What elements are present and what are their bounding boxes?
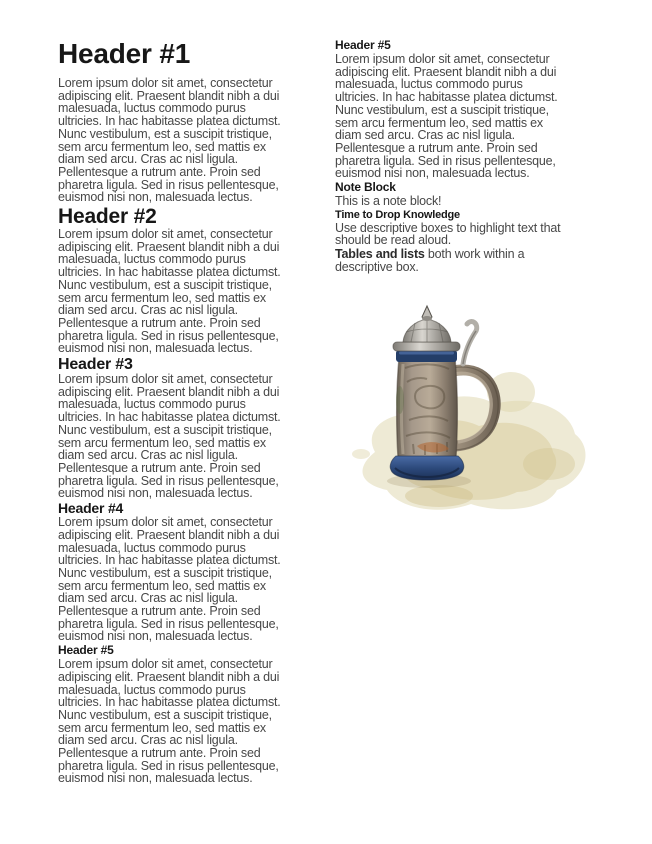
- stein-thumb-lever-shape: [463, 321, 477, 363]
- right-column: [335, 38, 597, 516]
- left-column: [58, 38, 316, 786]
- tables-lists-text: Tables and lists both work within a descriptive box.: [335, 247, 525, 274]
- beer-stein-figure: [343, 304, 591, 516]
- paragraph: Lorem ipsum dolor sit amet, consectetur adipiscing elit. Praesent blandit nibh a dui malesuada, luctus commodo purus ultricies. In hac habitasse platea dictumst. Nunc vestibulum, est a suscipit tristique, sem arcu fermentum leo, sed mattis ex diam sed arcu. Cras ac nisl ligula. Pellentesque a rutrum ante. Proin sed pharetra ligula. Sed in risus pellentesque, euismod nisi non, malesuada lectus.: [335, 52, 558, 181]
- paragraph: Lorem ipsum dolor sit amet, consectetur adipiscing elit. Praesent blandit nibh a dui malesuada, luctus commodo purus ultricies. In hac habitasse platea dictumst. Nunc vestibulum, est a suscipit tristique, sem arcu fermentum leo, sed mattis ex diam sed arcu. Cras ac nisl ligula. Pellentesque a rutrum ante. Proin sed pharetra ligula. Sed in risus pellentesque, euismod nisi non, malesuada lectus.: [58, 657, 281, 786]
- header-5: Header #5: [58, 643, 114, 658]
- stein-lid-rim-shape: [393, 342, 460, 351]
- header-2: Header #2: [58, 205, 157, 229]
- paragraph: Lorem ipsum dolor sit amet, consectetur adipiscing elit. Praesent blandit nibh a dui malesuada, luctus commodo purus ultricies. In hac habitasse platea dictumst. Nunc vestibulum, est a suscipit tristique, sem arcu fermentum leo, sed mattis ex diam sed arcu. Cras ac nisl ligula. Pellentesque a rutrum ante. Proin sed pharetra ligula. Sed in risus pellentesque, euismod nisi non, malesuada lectus.: [58, 372, 281, 501]
- header-3: Header #3: [58, 356, 133, 374]
- paragraph: Lorem ipsum dolor sit amet, consectetur adipiscing elit. Praesent blandit nibh a dui malesuada, luctus commodo purus ultricies. In hac habitasse platea dictumst. Nunc vestibulum, est a suscipit tristique, sem arcu fermentum leo, sed mattis ex diam sed arcu. Cras ac nisl ligula. Pellentesque a rutrum ante. Proin sed pharetra ligula. Sed in risus pellentesque, euismod nisi non, malesuada lectus.: [58, 515, 281, 644]
- header-1: Header #1: [58, 38, 191, 69]
- note-block-heading: Note Block: [335, 180, 396, 195]
- note-block-text: This is a note block!: [335, 194, 442, 209]
- knowledge-heading: Time to Drop Knowledge: [335, 208, 460, 221]
- knowledge-text: Use descriptive boxes to highlight text that should be read aloud.: [335, 220, 561, 248]
- tables-lists-bold: Tables and lists: [335, 247, 425, 262]
- stein-lid-shape: [403, 319, 451, 342]
- beer-stein-illustration: [343, 304, 591, 516]
- header-4: Header #4: [58, 500, 124, 517]
- stein-blue-band-shape: [396, 350, 457, 362]
- paragraph: Lorem ipsum dolor sit amet, consectetur adipiscing elit. Praesent blandit nibh a dui malesuada, luctus commodo purus ultricies. In hac habitasse platea dictumst. Nunc vestibulum, est a suscipit tristique, sem arcu fermentum leo, sed mattis ex diam sed arcu. Cras ac nisl ligula. Pellentesque a rutrum ante. Proin sed pharetra ligula. Sed in risus pellentesque, euismod nisi non, malesuada lectus.: [58, 227, 281, 356]
- paragraph: Lorem ipsum dolor sit amet, consectetur adipiscing elit. Praesent blandit nibh a dui malesuada, luctus commodo purus ultricies. In hac habitasse platea dictumst. Nunc vestibulum, est a suscipit tristique, sem arcu fermentum leo, sed mattis ex diam sed arcu. Cras ac nisl ligula. Pellentesque a rutrum ante. Proin sed pharetra ligula. Sed in risus pellentesque, euismod nisi non, malesuada lectus.: [58, 76, 281, 205]
- stein-finial-shape: [422, 306, 432, 321]
- header-5-right: Header #5: [335, 38, 391, 52]
